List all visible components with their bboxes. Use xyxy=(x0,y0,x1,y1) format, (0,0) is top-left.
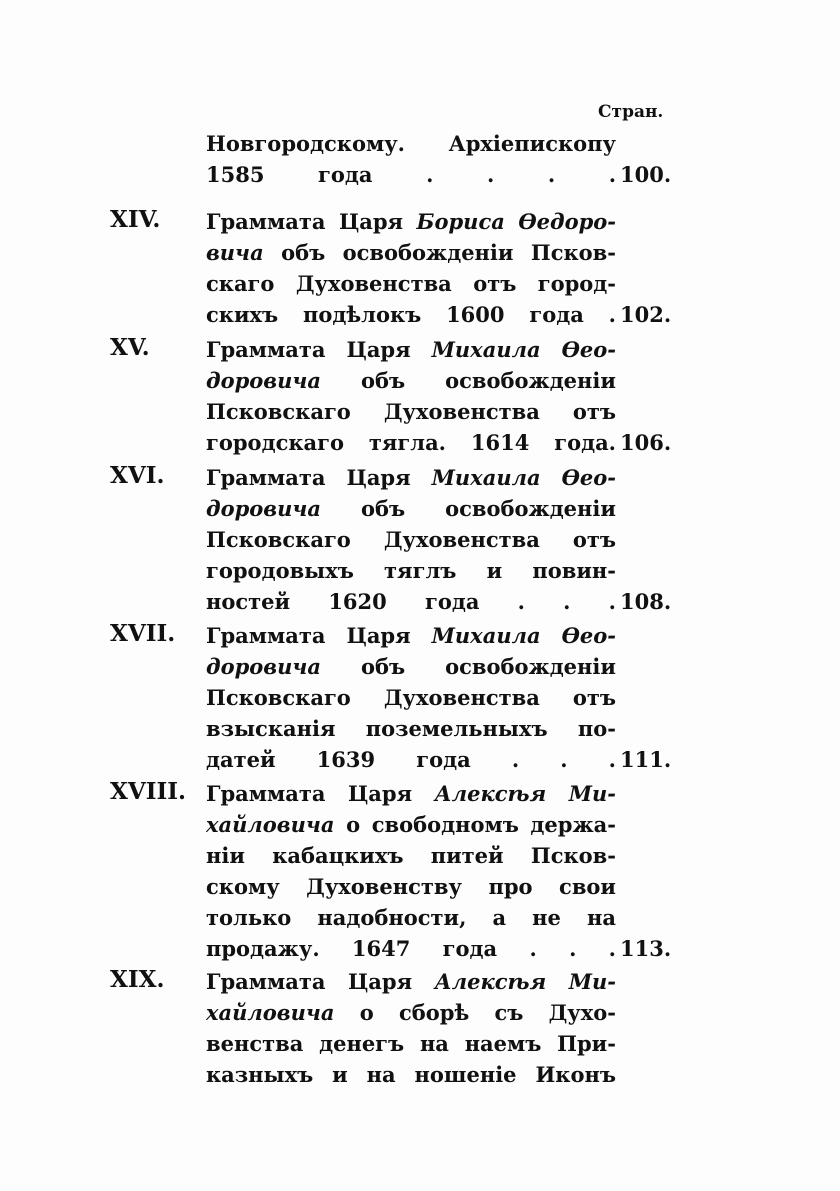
entry-line: доровича объ освобожденіи xyxy=(206,654,616,679)
entry-line: продажу. 1647 года . . . xyxy=(206,936,616,961)
entry-line: Граммата Царя Михаила Өео- xyxy=(206,465,616,490)
entry-number: XV. xyxy=(110,334,150,361)
entry-line: венства денегъ на наемъ При- xyxy=(206,1031,616,1056)
entry-line: Граммата Царя Алексѣя Ми- xyxy=(206,969,616,994)
entry-line: Граммата Царя Алексѣя Ми- xyxy=(206,781,616,806)
entry-line: доровича объ освобожденіи xyxy=(206,496,616,521)
entry-number: XVIII. xyxy=(110,778,186,805)
entry-title xyxy=(206,334,616,458)
entry-number: XIV. xyxy=(110,206,161,233)
entry-line: Псковскаго Духовенства отъ xyxy=(206,527,616,552)
entry-line: доровича объ освобожденіи xyxy=(206,368,616,393)
entry-title xyxy=(206,206,616,330)
entry-line: городскаго тягла. 1614 года. xyxy=(206,430,616,455)
entry-line: 1585 года . . . . xyxy=(206,162,616,187)
column-header-pages: Стран. xyxy=(598,102,664,122)
entry-line: Граммата Царя Михаила Өео- xyxy=(206,623,616,648)
entry-line: вича объ освобожденіи Псков- xyxy=(206,240,616,265)
entry-title xyxy=(206,778,616,964)
entry-number: XVI. xyxy=(110,462,165,489)
entry-number: XVII. xyxy=(110,620,176,647)
entry-line: Псковскаго Духовенства отъ xyxy=(206,399,616,424)
entry-line: Граммата Царя Михаила Өео- xyxy=(206,337,616,362)
entry-line: хайловича о сборѣ съ Духо- xyxy=(206,1000,616,1025)
page-number: 100. xyxy=(620,162,672,187)
entry-line: датей 1639 года . . . xyxy=(206,747,616,772)
entry-number: XIX. xyxy=(110,966,165,993)
page-number: 108. xyxy=(620,589,672,614)
entry-line: скихъ подѣлокъ 1600 года . xyxy=(206,302,616,327)
entry-line: Новгородскому. Архіепископу xyxy=(206,131,616,156)
entry-title xyxy=(206,128,616,190)
entry-title xyxy=(206,620,616,775)
entry-title xyxy=(206,966,616,1090)
entry-line: Псковскаго Духовенства отъ xyxy=(206,685,616,710)
entry-line: городовыхъ тяглъ и повин- xyxy=(206,558,616,583)
page-number: 106. xyxy=(620,430,672,455)
page-number: 113. xyxy=(620,936,672,961)
page-number: 111. xyxy=(620,747,672,772)
entry-line: только надобности, а не на xyxy=(206,905,616,930)
page-number: 102. xyxy=(620,302,672,327)
entry-line: хайловича о свободномъ держа- xyxy=(206,812,616,837)
entry-line: ностей 1620 года . . . xyxy=(206,589,616,614)
entry-line: ніи кабацкихъ питей Псков- xyxy=(206,843,616,868)
entry-line: Граммата Царя Бориса Өедоро- xyxy=(206,209,616,234)
entry-title xyxy=(206,462,616,617)
entry-line: взысканія поземельныхъ по- xyxy=(206,716,616,741)
entry-line: казныхъ и на ношеніе Иконъ xyxy=(206,1062,616,1087)
entry-line: скому Духовенству про свои xyxy=(206,874,616,899)
entry-line: скаго Духовенства отъ город- xyxy=(206,271,616,296)
